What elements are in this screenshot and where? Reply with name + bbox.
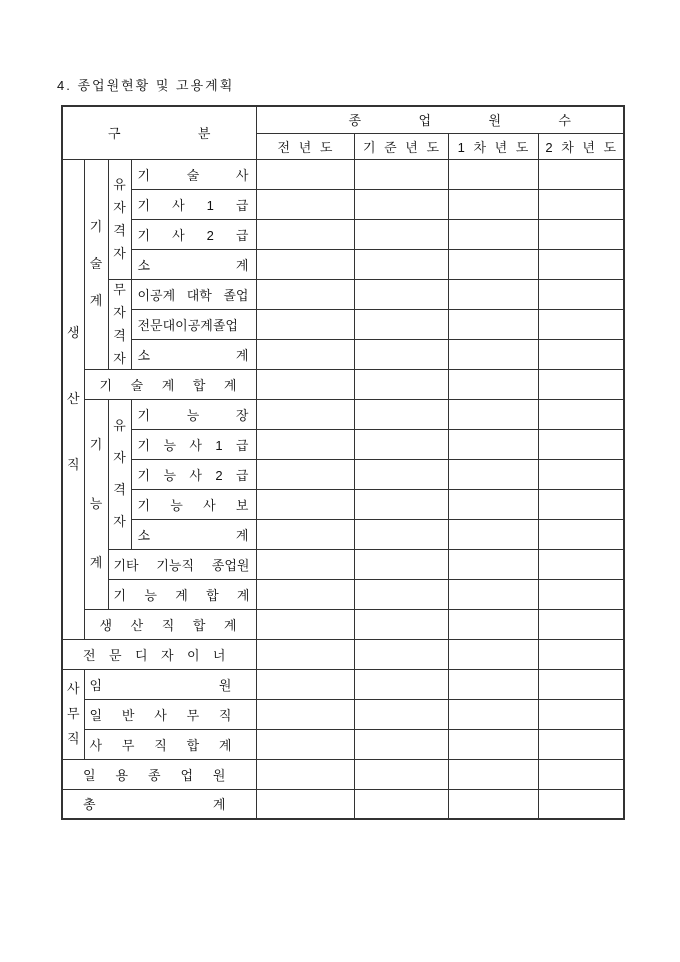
- value-cell: [256, 489, 354, 519]
- value-cell: [538, 219, 624, 249]
- value-cell: [354, 639, 448, 669]
- value-cell: [354, 219, 448, 249]
- value-cell: [354, 519, 448, 549]
- header-employee-count-cell: 종 업 원 수: [256, 106, 624, 133]
- value-cell: [448, 459, 538, 489]
- value-cell: [538, 459, 624, 489]
- value-cell: [448, 489, 538, 519]
- group-skilled-cell: [84, 399, 108, 609]
- row-label: 소 계: [131, 519, 256, 549]
- row-label-other-skilled: 기타 기능직 종업원: [108, 549, 256, 579]
- value-cell: [538, 249, 624, 279]
- value-cell: [538, 789, 624, 819]
- row-label-production-total: 생 산 직 합 계: [84, 609, 256, 639]
- value-cell: [448, 519, 538, 549]
- value-cell: [538, 549, 624, 579]
- header-year-2nd: 2 차 년 도: [538, 133, 624, 159]
- value-cell: [354, 249, 448, 279]
- value-cell: [354, 609, 448, 639]
- section-title: 4. 종업원현황 및 고용계획: [57, 78, 235, 93]
- row-label-designer: 전 문 디 자 이 너: [62, 639, 256, 669]
- value-cell: [256, 159, 354, 189]
- value-cell: [538, 159, 624, 189]
- value-cell: [448, 669, 538, 699]
- value-cell: [538, 759, 624, 789]
- value-cell: [448, 549, 538, 579]
- header-year-1st: 1 차 년 도: [448, 133, 538, 159]
- value-cell: [256, 279, 354, 309]
- value-cell: [448, 639, 538, 669]
- group-technical-label: 기 술 계: [89, 219, 103, 308]
- value-cell: [538, 579, 624, 609]
- row-label-daily-workers: 일 용 종 업 원: [62, 759, 256, 789]
- header-year-prev: 전 년 도: [256, 133, 354, 159]
- group-tech-qualified-cell: [108, 159, 131, 279]
- value-cell: [354, 729, 448, 759]
- value-cell: [448, 759, 538, 789]
- group-skilled-label: 기 능 계: [89, 437, 103, 570]
- value-cell: [448, 579, 538, 609]
- value-cell: [448, 429, 538, 459]
- value-cell: [538, 189, 624, 219]
- group-tech-qualified-label: 유 자 격 자: [113, 176, 126, 261]
- value-cell: [354, 579, 448, 609]
- value-cell: [538, 489, 624, 519]
- row-label: 기 능 사 2 급: [131, 459, 256, 489]
- value-cell: [448, 189, 538, 219]
- row-label: 소 계: [131, 339, 256, 369]
- row-label: 기 능 사 보: [131, 489, 256, 519]
- value-cell: [448, 399, 538, 429]
- value-cell: [354, 549, 448, 579]
- value-cell: [354, 459, 448, 489]
- value-cell: [538, 729, 624, 759]
- value-cell: [538, 609, 624, 639]
- value-cell: [354, 399, 448, 429]
- value-cell: [354, 789, 448, 819]
- value-cell: [538, 309, 624, 339]
- value-cell: [448, 219, 538, 249]
- value-cell: [538, 429, 624, 459]
- value-cell: [448, 369, 538, 399]
- value-cell: [256, 549, 354, 579]
- value-cell: [256, 759, 354, 789]
- value-cell: [448, 279, 538, 309]
- value-cell: [354, 699, 448, 729]
- value-cell: [256, 249, 354, 279]
- value-cell: [256, 459, 354, 489]
- header-category-cell: 구 분: [62, 106, 256, 159]
- value-cell: [256, 729, 354, 759]
- row-label: 기 능 사 1 급: [131, 429, 256, 459]
- value-cell: [256, 399, 354, 429]
- value-cell: [256, 369, 354, 399]
- value-cell: [538, 699, 624, 729]
- row-label-grand-total: 총 계: [62, 789, 256, 819]
- value-cell: [256, 789, 354, 819]
- value-cell: [448, 789, 538, 819]
- value-cell: [448, 159, 538, 189]
- value-cell: [256, 339, 354, 369]
- value-cell: [448, 609, 538, 639]
- value-cell: [256, 639, 354, 669]
- value-cell: [256, 609, 354, 639]
- value-cell: [538, 399, 624, 429]
- value-cell: [354, 429, 448, 459]
- value-cell: [448, 309, 538, 339]
- group-production-label: 생 산 직: [66, 325, 80, 472]
- value-cell: [354, 759, 448, 789]
- row-label: 기 사 1 급: [131, 189, 256, 219]
- value-cell: [538, 519, 624, 549]
- group-tech-unqualified-label: 무 자 격 자: [113, 281, 126, 366]
- value-cell: [354, 669, 448, 699]
- value-cell: [354, 189, 448, 219]
- group-office-label: 사 무 직: [66, 681, 80, 746]
- value-cell: [538, 669, 624, 699]
- value-cell: [256, 579, 354, 609]
- value-cell: [448, 249, 538, 279]
- row-label-skilled-total: 기 능 계 합 계: [108, 579, 256, 609]
- value-cell: [538, 279, 624, 309]
- value-cell: [448, 729, 538, 759]
- row-label: 기 술 사: [131, 159, 256, 189]
- header-year-base: 기 준 년 도: [354, 133, 448, 159]
- value-cell: [538, 369, 624, 399]
- value-cell: [448, 699, 538, 729]
- row-label: 이공계 대학 졸업: [131, 279, 256, 309]
- row-label-executives: 임 원: [84, 669, 256, 699]
- value-cell: [256, 429, 354, 459]
- row-label: 전문대이공계졸업: [131, 309, 256, 339]
- value-cell: [538, 639, 624, 669]
- value-cell: [354, 369, 448, 399]
- value-cell: [354, 279, 448, 309]
- value-cell: [256, 519, 354, 549]
- value-cell: [256, 219, 354, 249]
- group-skilled-qualified-cell: [108, 399, 131, 549]
- row-label: 기 사 2 급: [131, 219, 256, 249]
- value-cell: [256, 189, 354, 219]
- value-cell: [448, 339, 538, 369]
- group-technical-cell: [84, 159, 108, 369]
- value-cell: [354, 489, 448, 519]
- value-cell: [538, 339, 624, 369]
- group-skilled-qualified-label: 유 자 격 자: [113, 418, 126, 529]
- row-label: 소 계: [131, 249, 256, 279]
- group-tech-unqualified-cell: [108, 279, 131, 369]
- value-cell: [256, 699, 354, 729]
- value-cell: [354, 159, 448, 189]
- employee-table: [61, 105, 625, 820]
- row-label: 기 능 장: [131, 399, 256, 429]
- value-cell: [256, 669, 354, 699]
- row-label-office-total: 사 무 직 합 계: [84, 729, 256, 759]
- value-cell: [256, 309, 354, 339]
- group-production-cell: [62, 159, 84, 639]
- value-cell: [354, 339, 448, 369]
- row-label-general-office: 일 반 사 무 직: [84, 699, 256, 729]
- group-office-cell: [62, 669, 84, 759]
- row-label-tech-total: 기 술 계 합 계: [84, 369, 256, 399]
- value-cell: [354, 309, 448, 339]
